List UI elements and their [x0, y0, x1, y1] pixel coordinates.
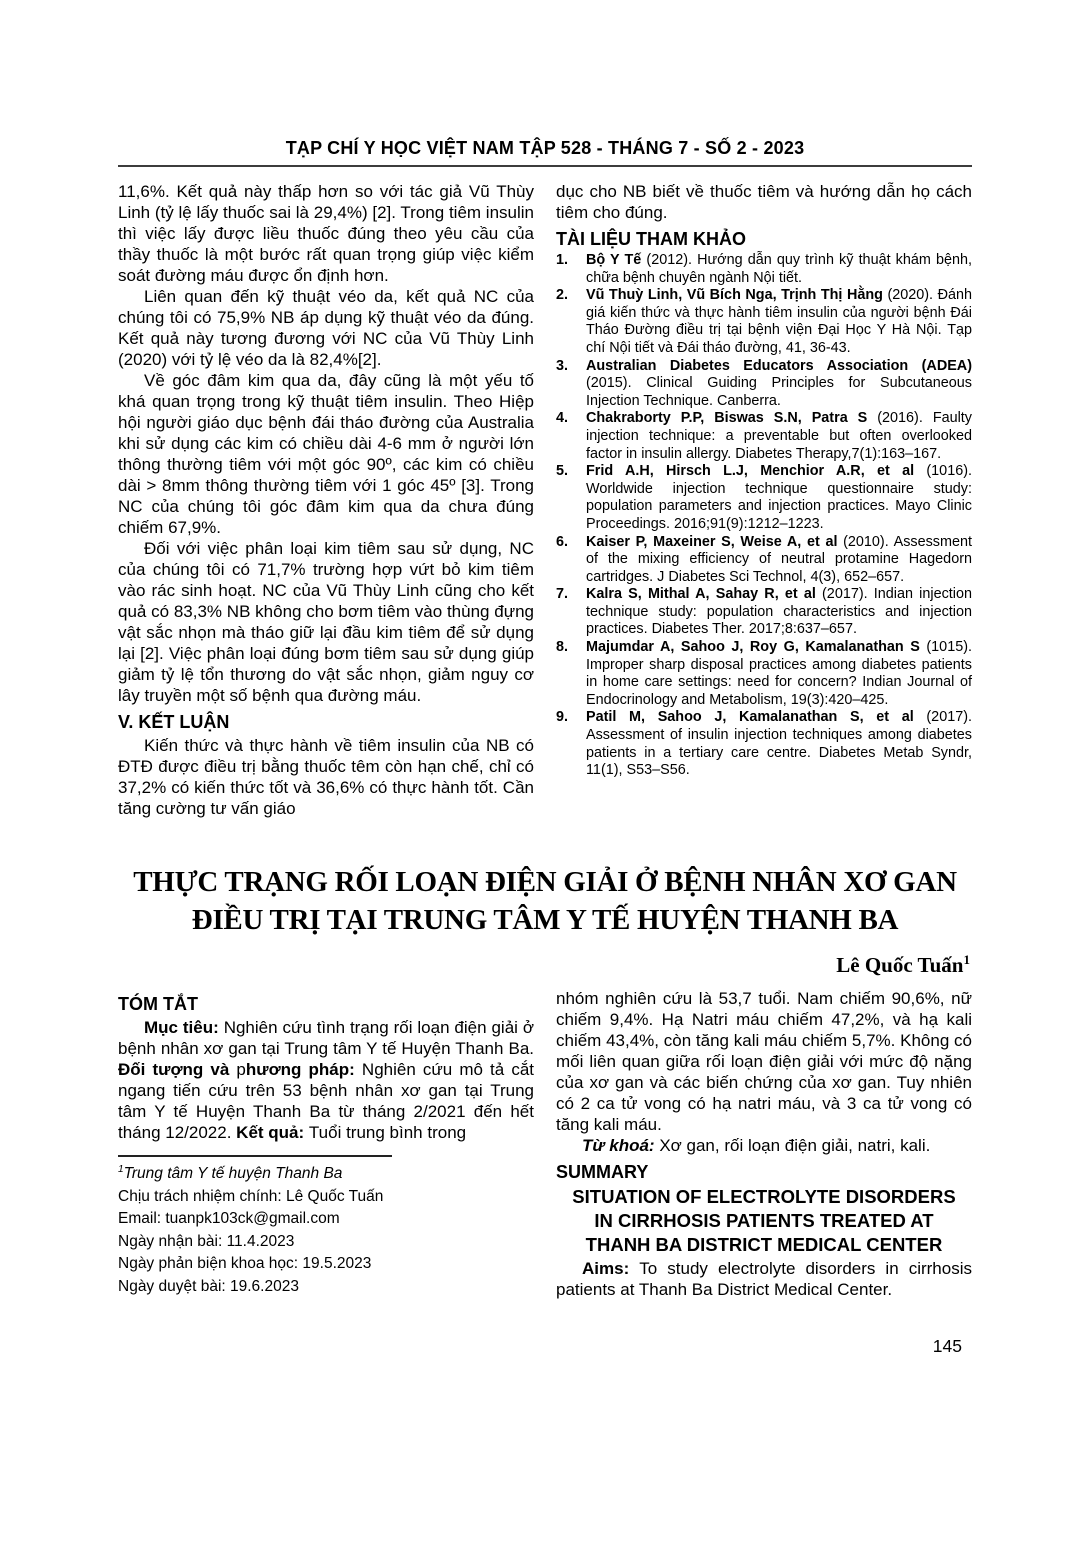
- reference-text: Majumdar A, Sahoo J, Roy G, Kamalanathan S (1015). Improper sharp disposal practices among diabetes patients in home care settings: need for concern? Indian Journal of Endocrinology and Metabolism, 19(3):420–425.: [586, 639, 972, 708]
- reference-number: 6.: [556, 533, 569, 550]
- reference-number: 9.: [556, 709, 569, 726]
- author-name: Lê Quốc Tuấn$^1$: [836, 952, 970, 977]
- reference-number: 1.: [556, 252, 569, 268]
- reference-item: [556, 534, 972, 587]
- reference-number: 4.: [556, 410, 569, 427]
- reference-list: [556, 252, 972, 780]
- article2-right-column: [556, 988, 972, 1300]
- abstract-continuation: nhóm nghiên cứu là 53,7 tuổi. Nam chiếm 90,6%, nữ chiếm 9,4%. Hạ Natri máu chiếm 47,2%, và hạ kali chiếm 43,4%, còn tăng kali máu chiếm 5,7%. Không có mối liên quan giữa rối loạn điện giải với mức độ nặng của xơ gan và các biến chứng của xơ gan. Tuy nhiên có 2 ca tử vong có hạ natri máu, và 3 ca tử vong có tăng kali máu.: [556, 989, 972, 1134]
- paragraph: Liên quan đến kỹ thuật véo da, kết quả NC của chúng tôi có 75,9% NB áp dụng kỹ thuật véo da đúng. Kết quả này tương đương với NC của Vũ Thùy Linh (2020) với tỷ lệ véo da là 82,4%[2].: [118, 287, 534, 369]
- reference-item: [556, 463, 972, 533]
- paragraph: Về góc đâm kim qua da, đây cũng là một yếu tố khá quan trọng trong kỹ thuật tiêm insulin. Theo Hiệp hội người giáo dục bệnh đái tháo đường của Australia khi sử dụng các kim có chiều dài 4-6 mm ở người lớn thông thường tiêm với một góc 90º, các kim có chiều dài > 8mm thông thường tiêm với 1 góc 45º [3]. Trong NC của chúng tôi góc đâm kim qua da chưa đúng chiếm 67,9%.: [118, 371, 534, 537]
- abstract-paragraph: Mục tiêu: Nghiên cứu tình trạng rối loạn điện giải ở bệnh nhân xơ gan tại Trung tâm Y tế Huyện Thanh Ba. Đối tượng và phương pháp: Nghiên cứu mô tả cắt ngang tiến cứu trên 53 bệnh nhân xơ gan tại Trung tâm Y tế Huyện Thanh Ba từ tháng 2/2021 đến hết tháng 12/2022. Kết quả: Tuổi trung bình trong: [118, 1018, 534, 1142]
- reference-number: 5.: [556, 463, 569, 480]
- paragraph: dục cho NB biết về thuốc tiêm và hướng dẫn họ cách tiêm cho đúng.: [556, 182, 972, 222]
- reference-item: [556, 252, 972, 287]
- reference-text: Chakraborty P.P, Biswas S.N, Patra S (2016). Faulty injection technique: a preventable but often overlooked factor in insulin allergy. Diabetes Therapy,7(1):163–167.: [586, 410, 973, 462]
- footnote-affiliation: $^1$Trung tâm Y tế huyện Thanh Ba: [118, 1163, 343, 1182]
- conclusion-heading: V. KẾT LUẬN: [118, 712, 230, 732]
- article2-columns: [118, 988, 972, 1300]
- paragraph: Đối với việc phân loại kim tiêm sau sử dụng, NC của chúng tôi có 71,7% trường hợp vứt bỏ kim tiêm vào rác sinh hoạt. NC của Vũ Thùy Linh cũng cho kết quả có 83,3% NB không cho bơm tiêm vào thùng đựng vật sắc nhọn mà tháo giữ lại đầu kim tiêm để sử dụng lại [2]. Việc phân loại đúng bơm tiêm sau sử dụng giúp giảm tỷ lệ tổn thương do vật sắc nhọn, giảm nguy cơ lây truyền một số bệnh qua đường máu.: [118, 539, 534, 705]
- reference-text: Patil M, Sahoo J, Kamalanathan S, et al (2017). Assessment of insulin injection techniques among diabetes patients in a tertiary care centre. Diabetes Metab Syndr, 11(1), S53–S56.: [586, 709, 972, 779]
- paragraph: Kiến thức và thực hành về tiêm insulin của NB có ĐTĐ được điều trị bằng thuốc têm còn hạn chế, chỉ có 37,2% có kiến thức tốt và 36,6% có thực hành tốt. Cần tăng cường tư vấn giáo: [118, 736, 534, 818]
- reference-text: Kalra S, Mithal A, Sahay R, et al (2017). Indian injection technique study: population characteristics and injection practices. Diabetes Ther. 2017;8:637–657.: [586, 586, 972, 638]
- journal-header-line: TẠP CHÍ Y HỌC VIỆT NAM TẬP 528 - THÁNG 7 - SỐ 2 - 2023: [118, 138, 972, 167]
- reference-item: [556, 586, 972, 639]
- reference-item: [556, 410, 972, 463]
- reference-number: 7.: [556, 586, 569, 603]
- footnote-corresponding: Chịu trách nhiệm chính: Lê Quốc Tuấn: [118, 1187, 384, 1205]
- reference-text: Kaiser P, Maxeiner S, Weise A, et al (2010). Assessment of the mixing efficiency of neutral protamine Hagedorn cartridges. J Diabetes Sci Technol, 4(3), 652–657.: [586, 533, 972, 585]
- reference-item: [556, 709, 972, 779]
- english-title: SITUATION OF ELECTROLYTE DISORDERS IN CIRRHOSIS PATIENTS TREATED AT THANH BA DISTRICT MEDICAL CENTER: [572, 1186, 956, 1255]
- reference-number: 3.: [556, 357, 569, 374]
- article1-right-column: [556, 181, 972, 819]
- reference-item: [556, 358, 972, 411]
- article1-left-column: [118, 181, 534, 819]
- page-number: 145: [932, 1336, 962, 1356]
- reference-number: 2.: [556, 287, 569, 304]
- article2-left-column: [118, 988, 534, 1300]
- article2-title: [118, 863, 972, 939]
- footnote-received-date: Ngày nhận bài: 11.4.2023: [118, 1232, 295, 1250]
- reference-text: Vũ Thuỳ Linh, Vũ Bích Nga, Trịnh Thị Hằng (2020). Đánh giá kiến thức và thực hành tiêm insulin của người bệnh Đái Tháo Đường điều trị tại bệnh viện Đại Học Y Hà Nội. Tạp chí Nội tiết và Đái tháo đường, 41, 36-43.: [586, 287, 972, 356]
- reference-text: Bộ Y Tế (2012). Hướng dẫn quy trình kỹ thuật khám bệnh, chữa bệnh chuyên ngành Nội tiết.: [586, 252, 973, 286]
- footnote-divider: [118, 1155, 392, 1157]
- references-heading: TÀI LIỆU THAM KHẢO: [556, 229, 746, 249]
- keywords-paragraph: Từ khoá: Xơ gan, rối loạn điện giải, natri, kali.: [582, 1136, 931, 1155]
- footnote-review-date: Ngày phản biện khoa học: 19.5.2023: [118, 1255, 372, 1272]
- aims-paragraph: Aims: To study electrolyte disorders in cirrhosis patients at Thanh Ba District Medical Center.: [556, 1259, 972, 1299]
- article2-title-line1: THỰC TRẠNG RỐI LOẠN ĐIỆN GIẢI Ở BỆNH NHÂN XƠ GAN: [133, 866, 957, 898]
- reference-number: 8.: [556, 639, 569, 656]
- article1-columns: [118, 181, 972, 819]
- footnote-block: [118, 1155, 534, 1298]
- footnote-email: Email: tuanpk103ck@gmail.com: [118, 1210, 340, 1227]
- reference-text: Frid A.H, Hirsch L.J, Menchior A.R, et al (1016). Worldwide injection technique questionnaire study: population parameters and injection practices. Mayo Clinic Proceedings. 2016;91(9):1212–1223.: [586, 463, 972, 532]
- summary-heading: SUMMARY: [556, 1162, 649, 1182]
- reference-text: Australian Diabetes Educators Association (ADEA) (2015). Clinical Guiding Principles for Subcutaneous Injection Technique. Canberra.: [586, 357, 972, 409]
- article2-title-line2: ĐIỀU TRỊ TẠI TRUNG TÂM Y TẾ HUYỆN THANH BA: [191, 904, 899, 936]
- abstract-heading: TÓM TẮT: [118, 994, 198, 1014]
- footnote-accepted-date: Ngày duyệt bài: 19.6.2023: [118, 1277, 299, 1295]
- reference-item: [556, 639, 972, 709]
- reference-item: [556, 287, 972, 357]
- paragraph: 11,6%. Kết quả này thấp hơn so với tác giả Vũ Thùy Linh (tỷ lệ lấy thuốc sai là 29,4%) [2]. Trong tiêm insulin thì việc lấy được liều thuốc đúng theo yêu cầu của thầy thuốc là một bước rất quan trọng giúp việc kiểm soát đường máu được ổn định hơn.: [118, 182, 534, 285]
